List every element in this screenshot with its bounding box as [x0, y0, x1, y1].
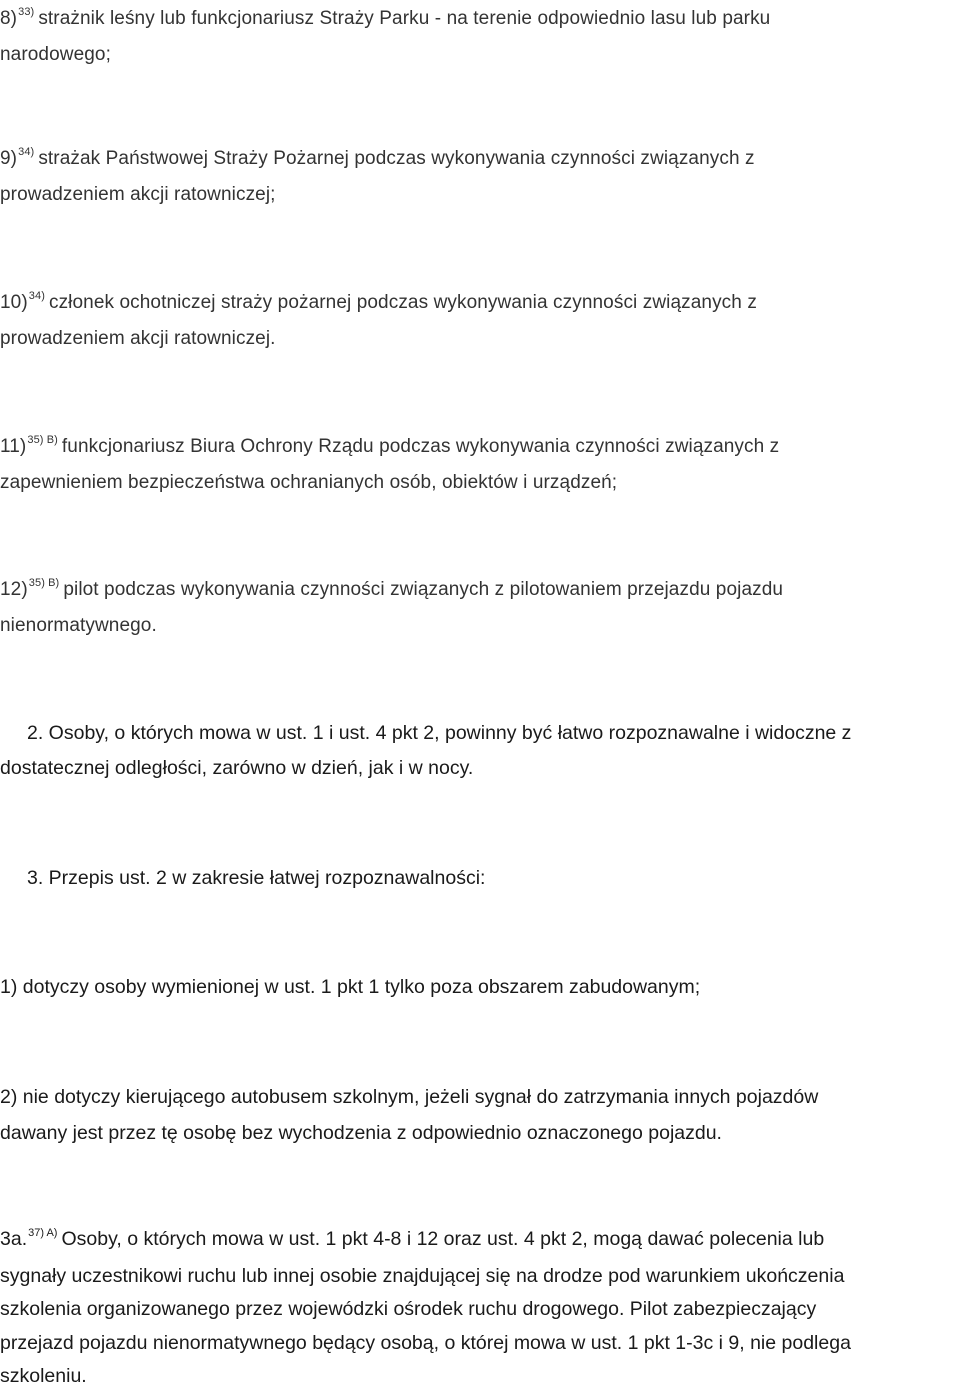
list-item-10-line-1 — [0, 286, 960, 322]
section-ust-3a-line-4: przejazd pojazdu nienormatywnego będący osobą, o której mowa w ust. 1 pkt 1-3c i 9, nie podlega — [0, 1331, 851, 1354]
item-text: strażak Państwowej Straży Pożarnej podczas wykonywania czynności związanych z — [38, 148, 755, 169]
item-number: 9) — [0, 148, 18, 169]
section-ust-3 — [0, 861, 960, 896]
item-number: 8) — [0, 8, 18, 29]
list-item-8-line-1 — [0, 2, 960, 38]
section-ust-3-point-1-line-1: 1) dotyczy osoby wymienionej w ust. 1 pkt 1 tylko poza obszarem zabudowanym; — [0, 976, 701, 998]
item-number: 10) — [0, 292, 28, 313]
section-ust-2-line-1: 2. Osoby, o których mowa w ust. 1 i ust. 4 pkt 2, powinny być łatwo rozpoznawalne i widoczne z — [27, 722, 852, 744]
section-ust-3-point-2 — [0, 1079, 960, 1151]
section-ust-3-line-1: 3. Przepis ust. 2 w zakresie łatwej rozpoznawalności: — [27, 867, 486, 889]
list-item-8-line-2: narodowego; — [0, 44, 111, 65]
footnote-ref: 37) A) — [28, 1227, 58, 1239]
list-item-10 — [0, 286, 960, 356]
section-ust-3a-line-2: sygnały uczestnikowi ruchu lub innej osobie znajdującej się na drodze pod warunkiem ukończenia — [0, 1264, 845, 1287]
section-ust-3-point-1 — [0, 970, 960, 1005]
list-item-9 — [0, 142, 960, 212]
list-item-12-line-1 — [0, 573, 960, 609]
footnote-ref: 35) B) — [27, 434, 58, 446]
section-ust-3a-line-5: szkoleniu. — [0, 1365, 87, 1387]
item-text: strażnik leśny lub funkcjonariusz Straży Parku - na terenie odpowiednio lasu lub parku — [38, 8, 771, 29]
section-ust-3a-line-1 — [0, 1223, 960, 1260]
section-ust-3a-line-3: szkolenia organizowanego przez wojewódzki ośrodek ruchu drogowego. Pilot zabezpieczający — [0, 1298, 817, 1320]
list-item-12-line-2: nienormatywnego. — [0, 615, 157, 636]
list-item-11 — [0, 430, 960, 500]
item-number: 12) — [0, 579, 28, 600]
item-text: członek ochotniczej straży pożarnej podczas wykonywania czynności związanych z — [48, 292, 757, 313]
list-item-8 — [0, 2, 960, 72]
section-number: 3a. — [0, 1228, 28, 1250]
section-ust-3-point-2-line-1: 2) nie dotyczy kierującego autobusem szkolnym, jeżeli sygnał do zatrzymania innych pojazdów — [0, 1086, 819, 1108]
item-text: pilot podczas wykonywania czynności związanych z pilotowaniem przejazdu pojazdu — [63, 579, 784, 600]
footnote-ref: 35) B) — [28, 577, 60, 589]
section-ust-3a — [0, 1223, 960, 1394]
item-number: 11) — [0, 436, 27, 457]
list-item-9-line-2: prowadzeniem akcji ratowniczej; — [0, 184, 276, 205]
list-item-11-line-2: zapewnieniem bezpieczeństwa ochranianych osób, obiektów i urządzeń; — [0, 472, 618, 493]
section-ust-2-line-2: dostatecznej odległości, zarówno w dzień, jak i w nocy. — [0, 757, 474, 779]
list-item-10-line-2: prowadzeniem akcji ratowniczej. — [0, 328, 276, 349]
footnote-ref: 33) — [18, 6, 35, 18]
footnote-ref: 34) — [28, 290, 45, 302]
list-item-11-line-1 — [0, 430, 960, 466]
list-item-12 — [0, 573, 960, 643]
list-item-9-line-1 — [0, 142, 960, 178]
item-text: funkcjonariusz Biura Ochrony Rządu podczas wykonywania czynności związanych z — [61, 436, 780, 457]
section-ust-2 — [0, 716, 960, 786]
footnote-ref: 34) — [18, 146, 35, 158]
section-ust-3-point-2-line-2: dawany jest przez tę osobę bez wychodzenia z odpowiednio oznaczonego pojazdu. — [0, 1122, 722, 1144]
section-text: Osoby, o których mowa w ust. 1 pkt 4-8 i 12 oraz ust. 4 pkt 2, mogą dawać polecenia lub — [61, 1228, 825, 1250]
